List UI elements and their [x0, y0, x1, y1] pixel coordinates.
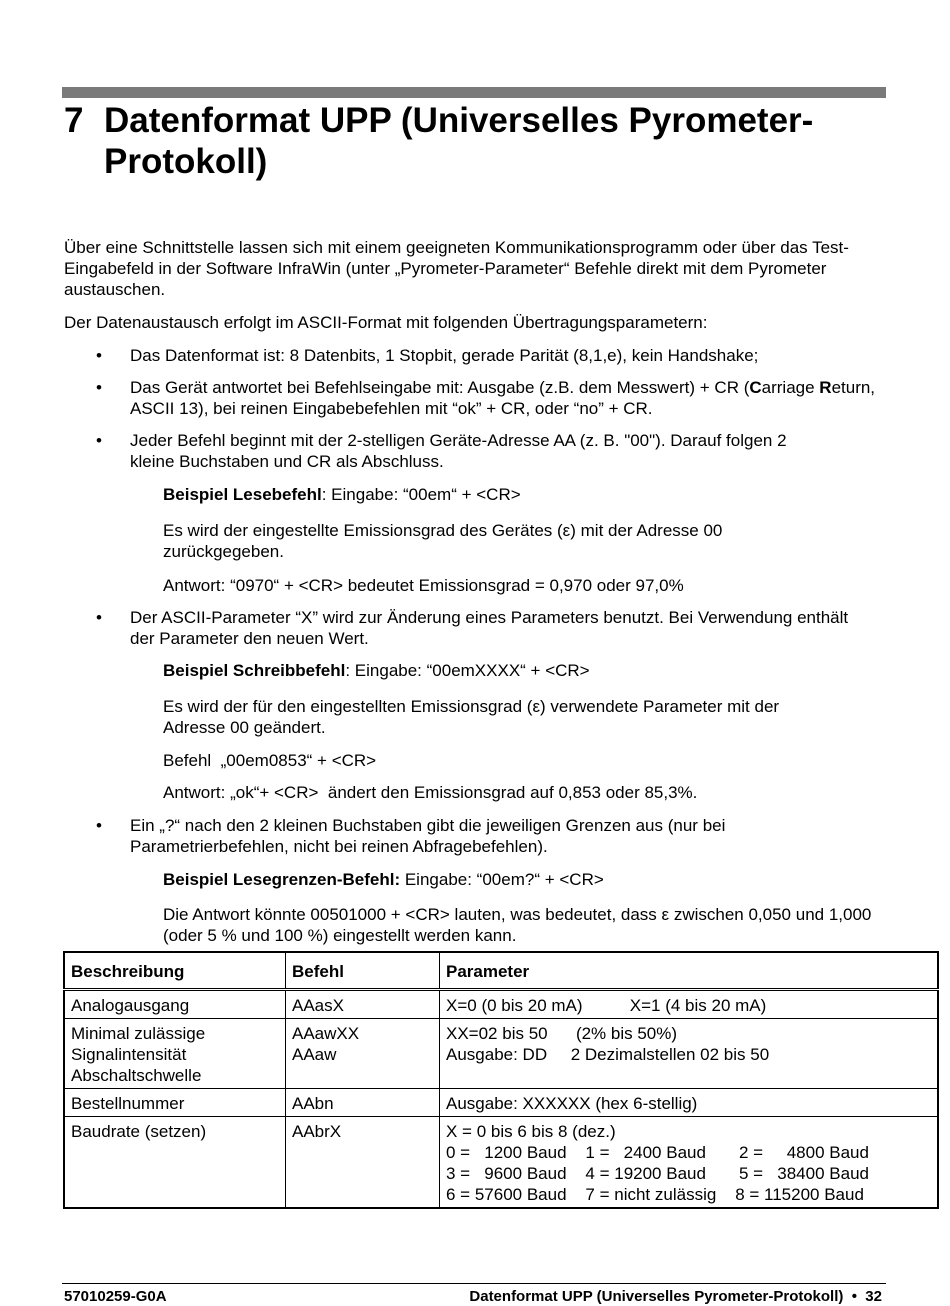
row-parameter: X = 0 bis 6 bis 8 (dez.) 0 = 1200 Baud 1 = 2400 Baud 2 = 4800 Baud 3 = 9600 Baud 4 = 19200 Baud 5 = 38400 Baud 6 = 57600 Baud 7 = nicht zulässig 8 = 115200 Baud	[440, 1117, 939, 1209]
response-text-mid: arriage	[761, 378, 820, 397]
bullet-response	[130, 377, 880, 419]
chapter-title: Datenformat UPP (Universelles Pyrometer-Protokoll)	[104, 101, 814, 181]
row-description: Analogausgang	[64, 990, 286, 1019]
row-description: Minimal zulässige Signalintensität Abschaltschwelle	[64, 1019, 286, 1089]
example-limits-command	[163, 869, 883, 890]
example-write-label: Beispiel Schreibbefehl	[163, 661, 346, 680]
intro-paragraph: Über eine Schnittstelle lassen sich mit einem geeigneten Kommunikationsprogramm oder über das Test-Eingabefeld in der Software InfraWin (unter „Pyrometer-Parameter“ Befehle direkt mit dem Pyrometer austauschen.	[64, 238, 849, 299]
bullet-parameter-x: Der ASCII-Parameter “X” wird zur Änderung eines Parameters benutzt. Bei Verwendung enthält der Parameter den neuen Wert.	[130, 608, 849, 648]
example-write-input: : Eingabe: “00emXXXX“ + <CR>	[345, 661, 590, 680]
footer-doc-number: 57010259-G0A	[64, 1288, 167, 1305]
example-limits-label: Beispiel Lesegrenzen-Befehl:	[163, 870, 401, 889]
row-parameter: Ausgabe: XXXXXX (hex 6-stellig)	[440, 1089, 939, 1117]
row-parameter: XX=02 bis 50 (2% bis 50%) Ausgabe: DD 2 Dezimalstellen 02 bis 50	[440, 1019, 939, 1089]
bullet-dot: •	[96, 431, 102, 450]
response-text-start: Das Gerät antwortet bei Befehlseingabe mit: Ausgabe (z.B. dem Messwert) + CR (	[130, 378, 750, 397]
row-command: AAbn	[286, 1089, 440, 1117]
table-row	[64, 990, 938, 1019]
chapter-number: 7	[64, 101, 84, 140]
row-command: AAasX	[286, 990, 440, 1019]
bullet-dot: •	[96, 378, 102, 397]
example-read-command	[163, 484, 883, 505]
example-read-answer: Antwort: “0970“ + <CR> bedeutet Emissionsgrad = 0,970 oder 97,0%	[163, 576, 684, 595]
chapter-rule	[62, 87, 886, 98]
footer-rule	[62, 1283, 886, 1284]
row-command: AAawXX AAaw	[286, 1019, 440, 1089]
table-row	[64, 1089, 938, 1117]
parameter-table	[63, 951, 939, 1209]
bullet-dot: •	[96, 346, 102, 365]
bullet-dot: •	[96, 608, 102, 627]
example-read-label: Beispiel Lesebefehl	[163, 485, 322, 504]
header-beschreibung: Beschreibung	[64, 952, 286, 990]
example-limits-description: Die Antwort könnte 00501000 + <CR> lauten, was bedeutet, dass ε zwischen 0,050 und 1,000 (oder 5 % und 100 %) eingestellt werden kann.	[163, 905, 872, 945]
bullet-data-format: Das Datenformat ist: 8 Datenbits, 1 Stopbit, gerade Parität (8,1,e), kein Handshake;	[130, 346, 759, 365]
example-limits-input: Eingabe: “00em?“ + <CR>	[400, 870, 604, 889]
carriage-initial: C	[749, 378, 762, 397]
row-description: Bestellnummer	[64, 1089, 286, 1117]
response-text-end: eturn, ASCII 13), bei reinen Eingabebefehlen mit “ok” + CR, oder “no” + CR.	[130, 378, 876, 418]
table-header-row	[64, 952, 938, 990]
example-read-description: Es wird der eingestellte Emissionsgrad des Gerätes (ε) mit der Adresse 00 zurückgegeben.	[163, 521, 723, 561]
example-write-answer: Antwort: „ok“+ <CR> ändert den Emissionsgrad auf 0,853 oder 85,3%.	[163, 783, 698, 802]
row-command: AAbrX	[286, 1117, 440, 1209]
bullet-dot: •	[96, 816, 102, 835]
bullet-command-structure: Jeder Befehl beginnt mit der 2-stelligen Geräte-Adresse AA (z. B. "00"). Darauf folgen 2 kleine Buchstaben und CR als Abschluss.	[130, 431, 787, 471]
example-read-input: : Eingabe: “00em“ + <CR>	[321, 485, 521, 504]
row-parameter: X=0 (0 bis 20 mA) X=1 (4 bis 20 mA)	[440, 990, 939, 1019]
intro-transfer-params: Der Datenaustausch erfolgt im ASCII-Format mit folgenden Übertragungsparametern:	[64, 313, 708, 332]
example-write-command	[163, 660, 883, 681]
example-write-befehl: Befehl „00em0853“ + <CR>	[163, 751, 377, 770]
row-description: Baudrate (setzen)	[64, 1117, 286, 1209]
example-write-description: Es wird der für den eingestellten Emissionsgrad (ε) verwendete Parameter mit der Adresse 00 geändert.	[163, 697, 780, 737]
table-row	[64, 1117, 938, 1209]
header-parameter: Parameter	[440, 952, 939, 990]
footer-section-page: Datenformat UPP (Universelles Pyrometer-Protokoll) • 32	[469, 1288, 882, 1305]
return-initial: R	[819, 378, 832, 397]
header-befehl: Befehl	[286, 952, 440, 990]
bullet-limits-query: Ein „?“ nach den 2 kleinen Buchstaben gibt die jeweiligen Grenzen aus (nur bei Parametrierbefehlen, nicht bei reinen Abfragebefehlen).	[130, 816, 726, 856]
table-row	[64, 1019, 938, 1089]
